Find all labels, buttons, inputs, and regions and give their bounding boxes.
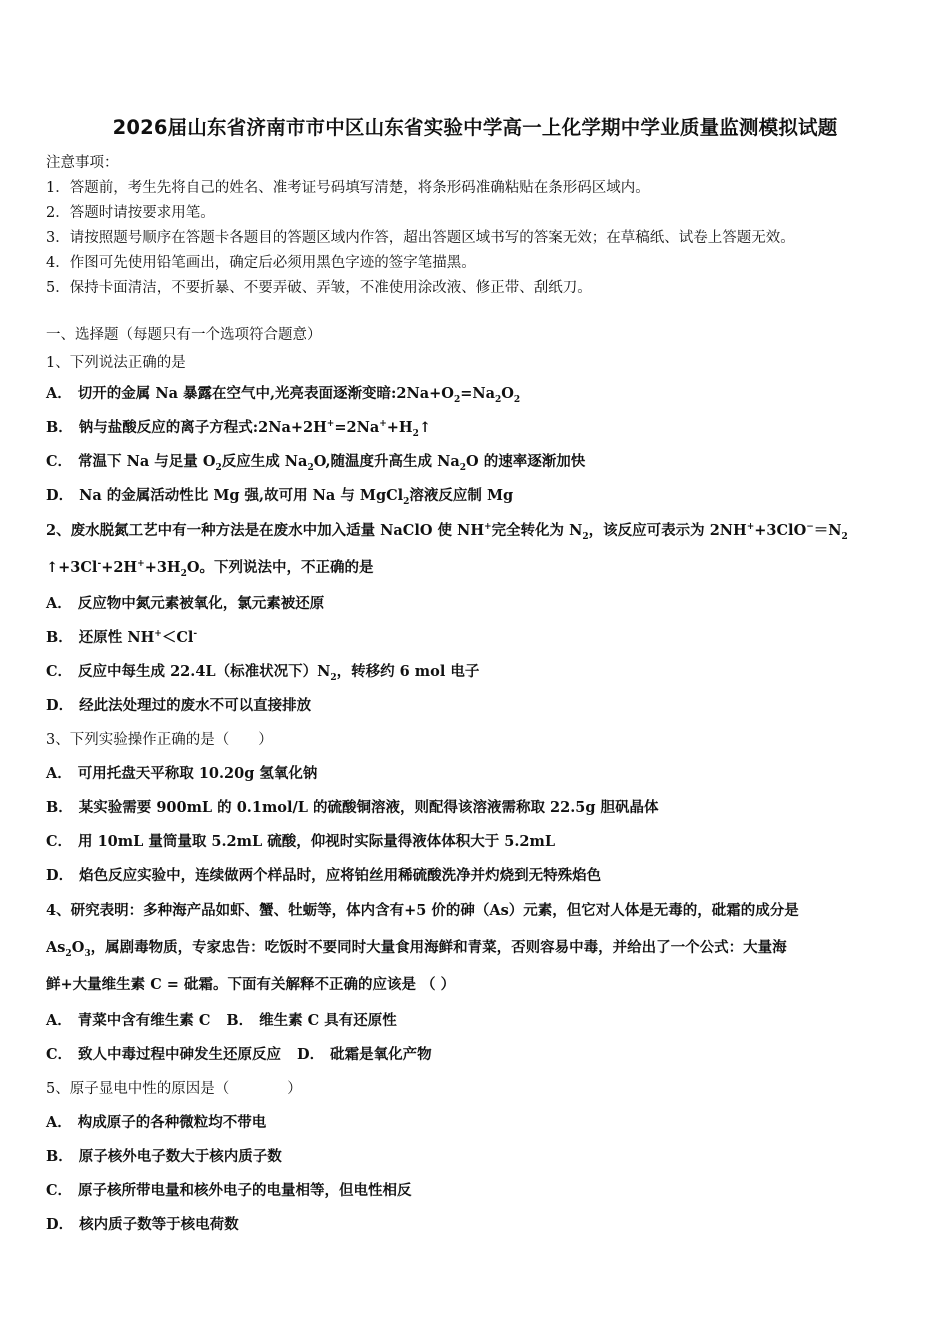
- question-1-stem: 1、下列说法正确的是: [46, 354, 186, 371]
- question-5-option-a: A． 构成原子的各种微粒均不带电: [46, 1113, 267, 1131]
- question-body: [46, 323, 916, 1240]
- question-2-option-d: D． 经此法处理过的废水不可以直接排放: [46, 696, 312, 714]
- question-3-option-d: D． 焰色反应实验中，连续做两个样品时，应将铂丝用稀硫酸洗净并灼烧到无特殊焰色: [46, 866, 602, 884]
- notice-item: 4．作图可先使用铅笔画出，确定后必须用黑色字迹的签字笔描黑。: [46, 255, 476, 271]
- notice-item: 2．答题时请按要求用笔。: [46, 205, 215, 221]
- question-5-option-c: C． 原子核所带电量和核外电子的电量相等，但电性相反: [46, 1181, 412, 1199]
- question-2-option-c: C． 反应中每生成 22.4L（标准状况下）$N_2$，转移约 6 mol 电子: [46, 662, 480, 683]
- notice-item: 3．请按照题号顺序在答题卡各题目的答题区域内作答，超出答题区域书写的答案无效；在草稿纸、试卷上答题无效。: [46, 230, 795, 246]
- question-4-options-cd: C． 致人中毒过程中砷发生还原反应 D． 砒霜是氧化产物: [46, 1045, 432, 1063]
- question-2-stem-line2: $↑+3Cl^-+2H^++3H_2O$。下列说法中，不正确的是: [46, 559, 374, 579]
- question-2-option-a: A． 反应物中氮元素被氧化，氯元素被还原: [46, 594, 325, 612]
- question-4-stem-line1: 4、研究表明：多种海产品如虾、蟹、牡蛎等，体内含有+5 价的砷（As）元素，但它对人体是无毒的，砒霜的成分是: [46, 902, 799, 919]
- question-2-stem-line1: 2、废水脱氮工艺中有一种方法是在废水中加入适量 NaClO 使 NH+完全转化为 $N_2$，该反应可表示为 $2NH^++3ClO^-=N_2$: [46, 522, 848, 542]
- question-3-option-b: B． 某实验需要 900mL 的 0.1mol/L 的硫酸铜溶液，则配得该溶液需称取 22.5g 胆矾晶体: [46, 798, 659, 816]
- question-4-stem-line3: 鲜+大量维生素 C = 砒霜。下面有关解释不正确的应该是 （ ）: [46, 976, 456, 993]
- question-1-option-b: B． 钠与盐酸反应的离子方程式$:2Na+2H^+=2Na^++H_2↑$: [46, 418, 432, 439]
- page-title: 2026届山东省济南市市中区山东省实验中学高一上化学期中学业质量监测模拟试题: [112, 116, 838, 139]
- question-5-option-b: B． 原子核外电子数大于核内质子数: [46, 1147, 282, 1165]
- question-4-options-ab: A． 青菜中含有维生素 C B． 维生素 C 具有还原性: [46, 1011, 397, 1029]
- section-heading: 一、选择题（每题只有一个选项符合题意）: [46, 327, 322, 343]
- question-5-option-d: D． 核内质子数等于核电荷数: [46, 1215, 239, 1233]
- question-3-option-c: C． 用 10mL 量筒量取 5.2mL 硫酸，仰视时实际量得液体体积大于 5.2mL: [46, 832, 556, 850]
- question-3-option-a: A． 可用托盘天平称取 10.20g 氢氧化钠: [46, 764, 318, 782]
- notice-heading: 注意事项：: [46, 155, 119, 171]
- question-1-option-a: A． 切开的金属 Na 暴露在空气中,光亮表面逐渐变暗$:2Na+O_2=Na_2O_2$: [46, 384, 521, 405]
- question-5-stem: 5、原子显电中性的原因是（ ）: [46, 1080, 302, 1097]
- question-1-option-c: C． 常温下 Na 与足量 $O_2$反应生成 $Na_2O$,随温度升高生成 $Na_2O$ 的速率逐渐加快: [46, 452, 586, 473]
- notice-item: 5．保持卡面清洁，不要折暴、不要弄破、弄皱，不准使用涂改液、修正带、刮纸刀。: [46, 280, 592, 296]
- question-1-option-d: D． Na 的金属活动性比 Mg 强,故可用 Na 与 MgCl$_2$溶液反应制 Mg: [46, 486, 514, 507]
- question-2-option-b: B． 还原性 NH+＜Cl-: [46, 628, 198, 646]
- notice-section: [46, 151, 916, 301]
- notice-item: 1．答题前，考生先将自己的姓名、准考证号码填写清楚，将条形码准确粘贴在条形码区域内。: [46, 180, 650, 196]
- question-3-stem: 3、下列实验操作正确的是（ ）: [46, 731, 273, 748]
- question-4-stem-line2: $As_2O_3$，属剧毒物质，专家忠告：吃饭时不要同时大量食用海鲜和青菜，否则容易中毒，并给出了一个公式：大量海: [46, 939, 787, 959]
